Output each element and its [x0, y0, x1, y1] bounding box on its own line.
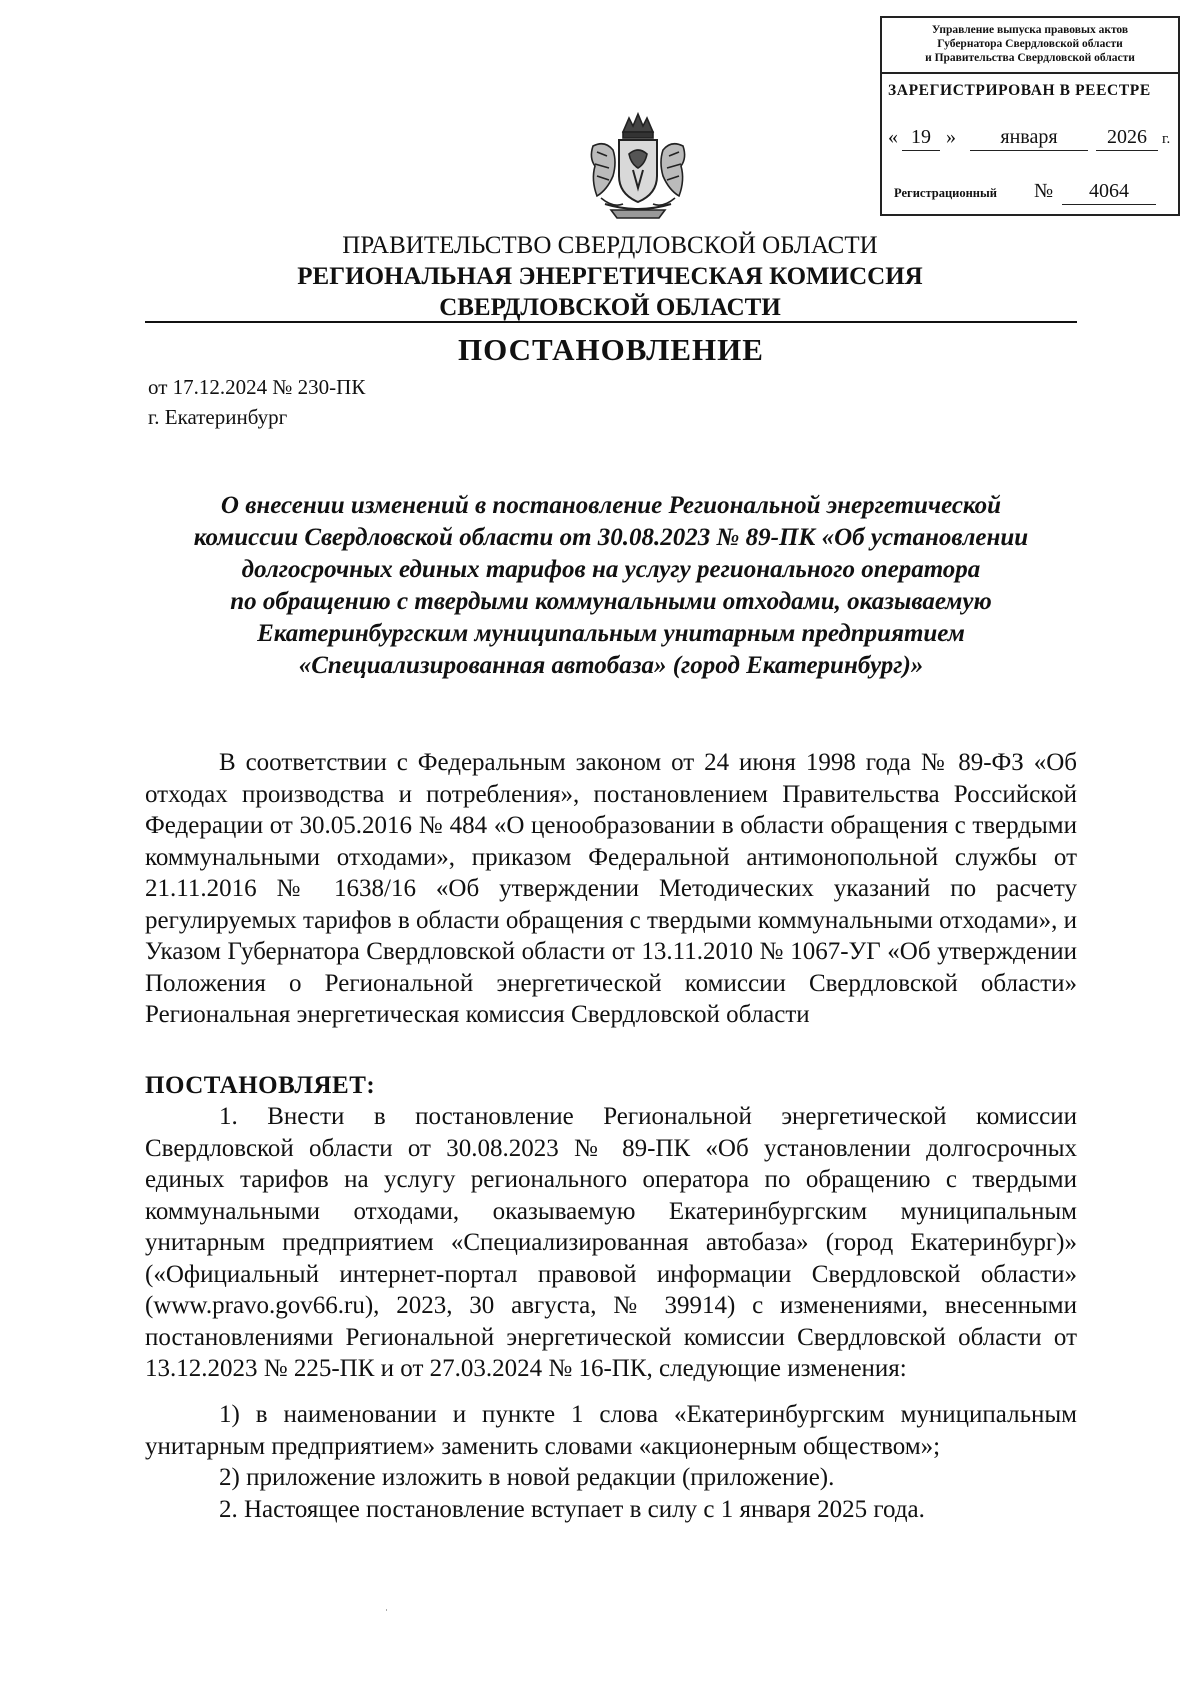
document-meta — [148, 372, 365, 432]
title-line: Екатеринбургским муниципальным унитарным предприятием — [257, 620, 965, 647]
org-header-line-2: РЕГИОНАЛЬНАЯ ЭНЕРГЕТИЧЕСКАЯ КОМИССИЯ — [297, 263, 923, 290]
header-divider — [145, 321, 1077, 323]
item-1-2-paragraph: 2) приложение изложить в новой редакции (приложение). — [219, 1464, 835, 1491]
item-2-paragraph: 2. Настоящее постановление вступает в силу с 1 января 2025 года. — [219, 1496, 925, 1523]
org-header-line-3: СВЕРДЛОВСКОЙ ОБЛАСТИ — [439, 294, 781, 321]
registration-stamp — [880, 16, 1180, 216]
registration-authority — [882, 18, 1178, 74]
registration-number-row — [894, 180, 1164, 206]
date-quote-open: « — [888, 126, 898, 148]
registration-number: 4064 — [1062, 180, 1156, 205]
document-title — [145, 490, 1077, 682]
title-line: комиссии Свердловской области от 30.08.2023 № 89-ПК «Об установлении — [193, 524, 1029, 551]
coat-of-arms-emblem — [583, 110, 693, 222]
registration-status: ЗАРЕГИСТРИРОВАН В РЕЕСТРЕ — [888, 82, 1151, 99]
item-1-1-paragraph: 1) в наименовании и пункте 1 слова «Екатеринбургским муниципальным унитарным предприятием» заменить словами «акционерным обществом»; — [145, 1401, 1077, 1460]
authority-line-1: Управление выпуска правовых актов — [931, 24, 1129, 36]
title-line: «Специализированная автобаза» (город Екатеринбург)» — [298, 652, 924, 679]
registration-number-sign: № — [1034, 180, 1054, 202]
registration-number-label: Регистрационный — [894, 186, 997, 200]
registration-day: 19 — [902, 126, 940, 151]
registration-year: 2026 — [1096, 126, 1158, 151]
title-line: долгосрочных единых тарифов на услугу регионального оператора — [241, 556, 981, 583]
document-date-number: от 17.12.2024 № 230-ПК — [148, 375, 366, 399]
authority-line-3: и Правительства Свердловской области — [925, 52, 1135, 64]
item-1-paragraph: 1. Внести в постановление Региональной энергетической комиссии Свердловской области от 30.08.2023 № 89-ПК «Об установлении долгосрочных единых тарифов на услугу регионального оператора по обращению с твердыми коммунальными отходами, оказываемую Екатеринбургским муниципальным унитарным предприятием «Специализированная автобаза» (город Екатеринбург)» («Официальный интернет-портал правовой информации Свердловской области» (www.pravo.gov66.ru), 2023, 30 августа, № 39914) с изменениями, внесенными постановлениями Региональной энергетической комиссии Свердловской области от 13.12.2023 № 225-ПК и от 27.03.2024 № 16-ПК, следующие изменения: — [145, 1103, 1077, 1382]
document-city: г. Екатеринбург — [148, 405, 288, 429]
title-line: О внесении изменений в постановление Региональной энергетической — [220, 492, 1002, 519]
registration-date — [888, 126, 1176, 152]
preamble-paragraph: В соответствии с Федеральным законом от 24 июня 1998 года № 89-ФЗ «Об отходах производства и потребления», постановлением Правительства Российской Федерации от 30.05.2016 № 484 «О ценообразовании в области обращения с твердыми коммунальными отходами», приказом Федеральной антимонопольной службы от 21.11.2016 № 1638/16 «Об утверждении Методических указаний по расчету регулируемых тарифов в области обращения с твердыми коммунальными отходами», и Указом Губернатора Свердловской области от 13.11.2010 № 1067-УГ «Об утверждении Положения о Региональной энергетической комиссии Свердловской области» Региональная энергетическая комиссия Свердловской области — [145, 749, 1077, 1028]
registration-year-suffix: г. — [1162, 131, 1171, 147]
registration-month: января — [970, 126, 1088, 151]
org-header-line-1: ПРАВИТЕЛЬСТВО СВЕРДЛОВСКОЙ ОБЛАСТИ — [342, 232, 878, 259]
scan-artifact-dot — [386, 1609, 387, 1611]
authority-line-2: Губернатора Свердловской области — [937, 38, 1123, 50]
date-quote-close: » — [946, 126, 956, 148]
resolves-heading: ПОСТАНОВЛЯЕТ: — [145, 1072, 376, 1099]
document-type: ПОСТАНОВЛЕНИЕ — [458, 332, 764, 367]
title-line: по обращению с твердыми коммунальными отходами, оказываемую — [230, 588, 992, 615]
